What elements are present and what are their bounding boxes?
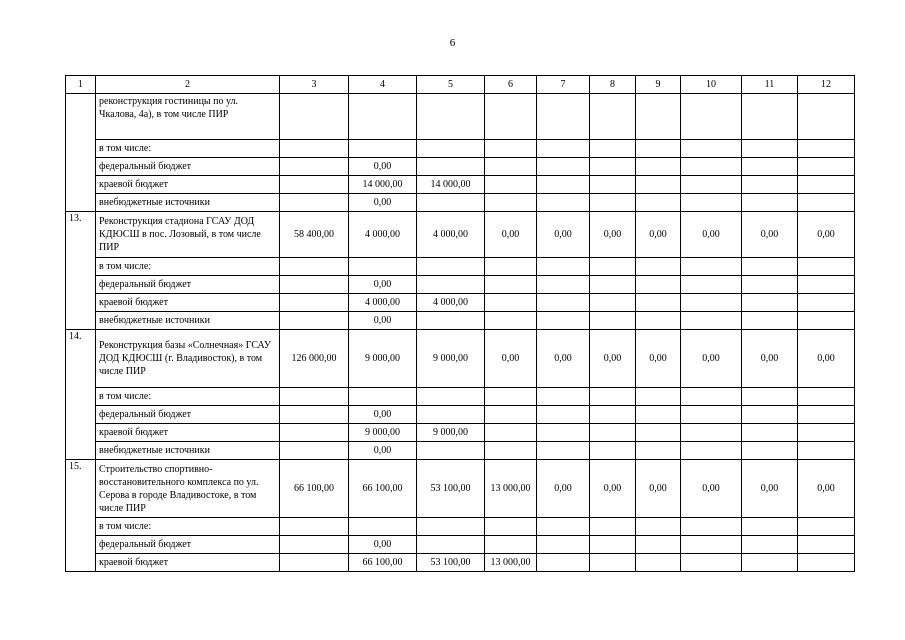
table-row	[66, 194, 855, 212]
table-row	[66, 388, 855, 406]
table-row	[66, 258, 855, 276]
table-row	[66, 406, 855, 424]
value-cell: 0,00	[798, 212, 855, 258]
value-cell: 13 000,00	[485, 460, 537, 518]
table-row	[66, 212, 855, 258]
value-cell: 0,00	[681, 212, 742, 258]
value-cell: 66 100,00	[349, 554, 417, 572]
value-cell: 0,00	[349, 276, 417, 294]
table-row	[66, 312, 855, 330]
page-number: 6	[449, 37, 456, 49]
funding-label: в том числе:	[96, 258, 280, 276]
value-cell: 0,00	[349, 312, 417, 330]
column-header: 12	[798, 76, 855, 94]
value-cell: 4 000,00	[349, 212, 417, 258]
value-cell: 0,00	[636, 212, 681, 258]
column-header: 1	[66, 76, 96, 94]
value-cell: 0,00	[798, 460, 855, 518]
funding-label: краевой бюджет	[96, 176, 280, 194]
budget-table	[65, 75, 855, 572]
item-name: Реконструкция стадиона ГСАУ ДОД КДЮСШ в пос. Лозовый, в том числе ПИР	[96, 212, 280, 258]
value-cell: 9 000,00	[417, 424, 485, 442]
value-cell: 0,00	[742, 330, 798, 388]
value-cell: 0,00	[798, 330, 855, 388]
funding-label: краевой бюджет	[96, 554, 280, 572]
item-name: Реконструкция базы «Солнечная» ГСАУ ДОД КДЮСШ (г. Владивосток), в том числе ПИР	[96, 330, 280, 388]
funding-label: внебюджетные источники	[96, 194, 280, 212]
value-cell: 13 000,00	[485, 554, 537, 572]
value-cell: 4 000,00	[417, 212, 485, 258]
item-number: 15.	[66, 460, 96, 572]
column-header: 10	[681, 76, 742, 94]
value-cell: 0,00	[742, 212, 798, 258]
value-cell: 0,00	[681, 460, 742, 518]
column-header: 7	[537, 76, 590, 94]
value-cell: 0,00	[349, 194, 417, 212]
item-number: 13.	[66, 212, 96, 330]
funding-label: краевой бюджет	[96, 424, 280, 442]
value-cell: 4 000,00	[349, 294, 417, 312]
column-header: 4	[349, 76, 417, 94]
value-cell: 58 400,00	[280, 212, 349, 258]
funding-label: федеральный бюджет	[96, 536, 280, 554]
funding-label: федеральный бюджет	[96, 158, 280, 176]
table-row	[66, 424, 855, 442]
column-header: 3	[280, 76, 349, 94]
value-cell: 0,00	[349, 406, 417, 424]
table-row	[66, 536, 855, 554]
funding-label: федеральный бюджет	[96, 276, 280, 294]
item-number-cell	[66, 94, 96, 212]
value-cell: 66 100,00	[280, 460, 349, 518]
value-cell: 53 100,00	[417, 554, 485, 572]
column-header: 11	[742, 76, 798, 94]
column-header: 6	[485, 76, 537, 94]
value-cell: 0,00	[681, 330, 742, 388]
table-row	[66, 176, 855, 194]
table-row	[66, 140, 855, 158]
funding-label: внебюджетные источники	[96, 442, 280, 460]
column-header: 8	[590, 76, 636, 94]
value-cell: 0,00	[590, 330, 636, 388]
table-row	[66, 460, 855, 518]
column-header: 9	[636, 76, 681, 94]
value-cell: 126 000,00	[280, 330, 349, 388]
value-cell: 9 000,00	[349, 424, 417, 442]
table-row	[66, 94, 855, 140]
funding-label: краевой бюджет	[96, 294, 280, 312]
table-row	[66, 330, 855, 388]
value-cell: 14 000,00	[417, 176, 485, 194]
table-row	[66, 442, 855, 460]
value-cell: 0,00	[636, 330, 681, 388]
funding-label: в том числе:	[96, 388, 280, 406]
column-header: 5	[417, 76, 485, 94]
table-row	[66, 554, 855, 572]
funding-label: внебюджетные источники	[96, 312, 280, 330]
value-cell: 0,00	[590, 460, 636, 518]
header-row	[66, 76, 855, 94]
table-row	[66, 294, 855, 312]
value-cell: 0,00	[537, 460, 590, 518]
value-cell: 0,00	[742, 460, 798, 518]
value-cell: 53 100,00	[417, 460, 485, 518]
value-cell: 0,00	[537, 212, 590, 258]
value-cell: 0,00	[590, 212, 636, 258]
value-cell: 0,00	[349, 442, 417, 460]
funding-label: федеральный бюджет	[96, 406, 280, 424]
value-cell: 0,00	[485, 330, 537, 388]
value-cell: 4 000,00	[417, 294, 485, 312]
value-cell: 9 000,00	[349, 330, 417, 388]
value-cell: 9 000,00	[417, 330, 485, 388]
table-row	[66, 276, 855, 294]
value-cell: 0,00	[349, 536, 417, 554]
value-cell: 0,00	[636, 460, 681, 518]
value-cell: 0,00	[485, 212, 537, 258]
value-cell: 66 100,00	[349, 460, 417, 518]
table-row	[66, 158, 855, 176]
value-cell: 0,00	[537, 330, 590, 388]
item-name: реконструкция гостиницы по ул. Чкалова, 4а), в том числе ПИР	[96, 94, 280, 140]
funding-label: в том числе:	[96, 518, 280, 536]
value-cell: 14 000,00	[349, 176, 417, 194]
table-row	[66, 518, 855, 536]
funding-label: в том числе:	[96, 140, 280, 158]
value-cell: 0,00	[349, 158, 417, 176]
column-header: 2	[96, 76, 280, 94]
item-number: 14.	[66, 330, 96, 460]
item-name: Строительство спортивно-восстановительного комплекса по ул. Серова в городе Владивостоке, в том числе ПИР	[96, 460, 280, 518]
